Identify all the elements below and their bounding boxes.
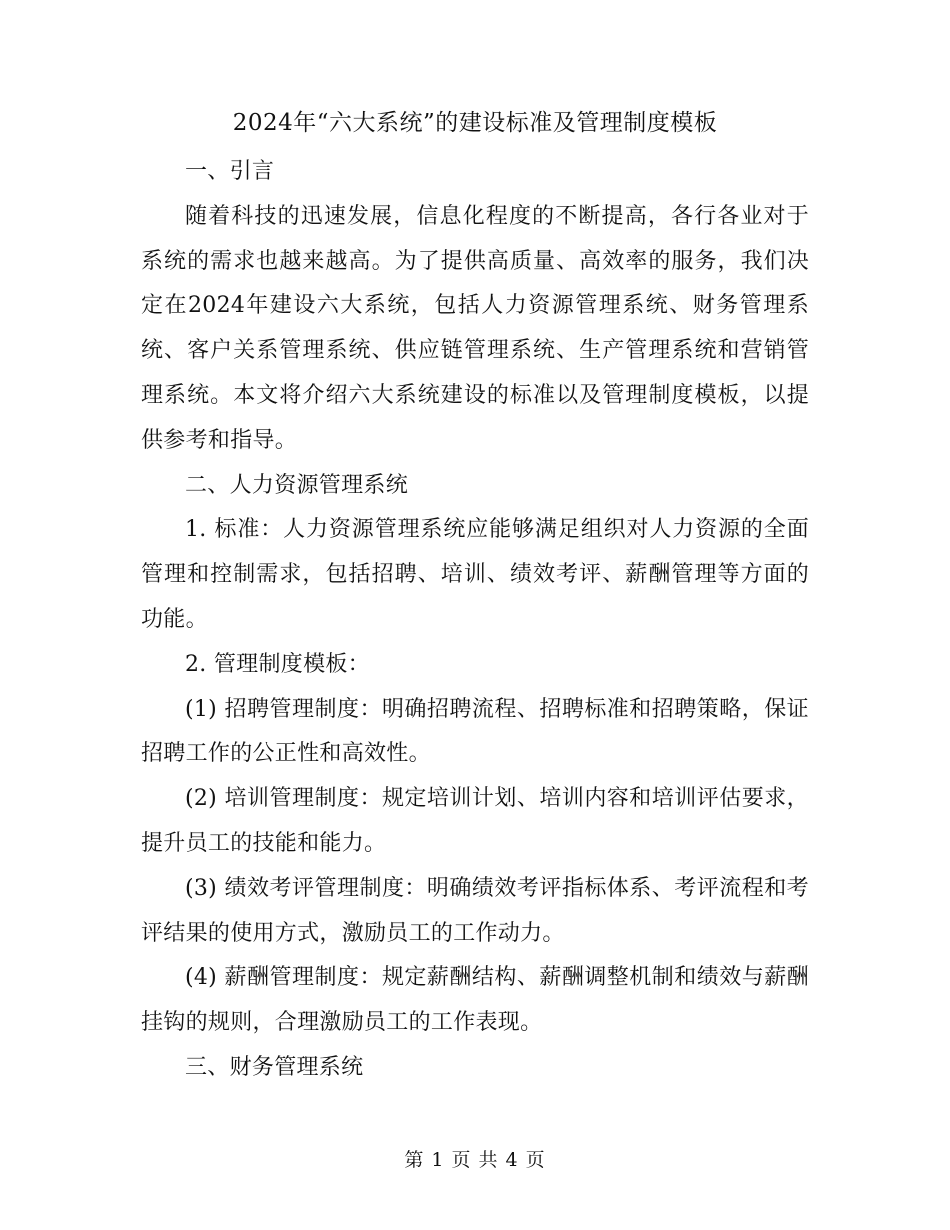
paragraph-introduction: 随着科技的迅速发展，信息化程度的不断提高，各行各业对于系统的需求也越来越高。为了提供高质量、高效率的服务，我们决定在2024年建设六大系统，包括人力资源管理系统、财务管理系统、客户关系管理系统、供应链管理系统、生产管理系统和营销管理系统。本文将介绍六大系统建设的标准以及管理制度模板，以提供参考和指导。	[141, 203, 809, 453]
list-item-recruitment: (1) 招聘管理制度：明确招聘流程、招聘标准和招聘策略，保证招聘工作的公正性和高效性。	[141, 696, 809, 767]
document-body	[141, 150, 809, 1091]
list-item-performance: (3) 绩效考评管理制度：明确绩效考评指标体系、考评流程和考评结果的使用方式，激励员工的工作动力。	[141, 875, 809, 946]
section-heading-introduction: 一、引言	[185, 159, 275, 184]
list-item-compensation: (4) 薪酬管理制度：规定薪酬结构、薪酬调整机制和绩效与薪酬挂钩的规则，合理激励员工的工作表现。	[141, 965, 809, 1036]
section-heading-finance-system: 三、财务管理系统	[185, 1054, 364, 1080]
section-heading-hr-system: 二、人力资源管理系统	[185, 472, 409, 498]
document-title: 2024年“六大系统”的建设标准及管理制度模板	[232, 110, 718, 136]
paragraph-hr-standard: 1. 标准：人力资源管理系统应能够满足组织对人力资源的全面管理和控制需求，包括招聘、培训、绩效考评、薪酬管理等方面的功能。	[141, 517, 809, 632]
list-item-training: (2) 培训管理制度：规定培训计划、培训内容和培训评估要求，提升员工的技能和能力。	[141, 786, 809, 856]
paragraph-hr-template-heading: 2. 管理制度模板：	[185, 651, 370, 677]
page-footer: 第 1 页 共 4 页	[404, 1149, 546, 1171]
